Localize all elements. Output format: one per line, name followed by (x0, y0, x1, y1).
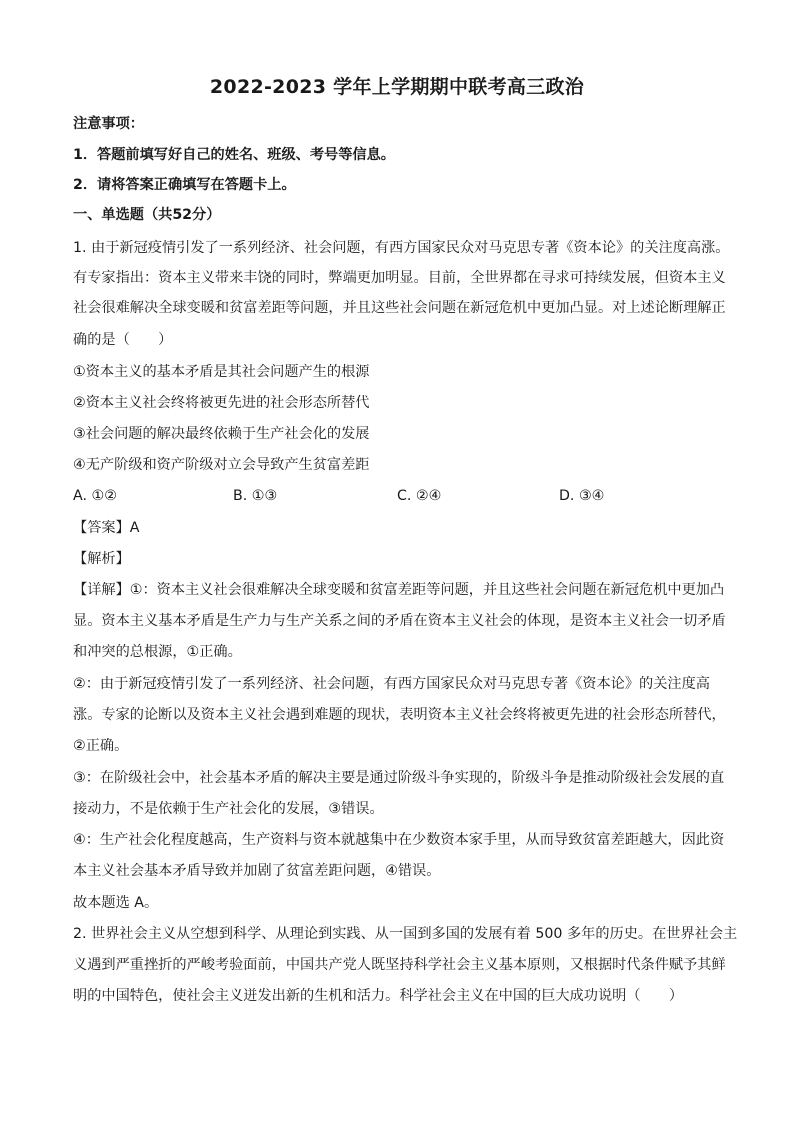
q1-stem-line-1: 1. 由于新冠疫情引发了一系列经济、社会问题，有西方国家民众对马克思专著《资本论》的关注度高涨。 (73, 240, 730, 256)
q1-explanation-line-9: ④：生产社会化程度越高，生产资料与资本就越集中在少数资本家手里，从而导致贫富差距越大，因此资 (73, 832, 725, 848)
notice-item-2: 2．请将答案正确填写在答题卡上。 (73, 177, 296, 193)
q1-option-d: D. ③④ (559, 488, 605, 504)
q1-option-a: A. ①② (73, 488, 117, 504)
q1-answer (73, 518, 721, 538)
q1-explanation-line-10: 本主义社会基本矛盾导致并加剧了贫富差距问题，④错误。 (73, 863, 441, 879)
q1-explanation-line-7: ③：在阶级社会中，社会基本矛盾的解决主要是通过阶级斗争实现的，阶级斗争是推动阶级社会发展的直 (73, 770, 725, 786)
q1-conclusion: 故本题选 A。 (73, 895, 159, 911)
notice-heading: 注意事项： (73, 116, 144, 132)
q1-statement-4: ④无产阶级和资产阶级对立会导致产生贫富差距 (73, 457, 370, 473)
q1-explanation-line-5: 涨。专家的论断以及资本主义社会遇到难题的现状，表明资本主义社会终将被更先进的社会形态所替代， (73, 707, 726, 723)
q1-stem-line-2: 有专家指出：资本主义带来丰饶的同时，弊端更加明显。目前，全世界都在寻求可持续发展，但资本主义 (73, 270, 726, 286)
notice-item-1: 1．答题前填写好自己的姓名、班级、考号等信息。 (73, 147, 395, 163)
q1-explanation-line-3: 和冲突的总根源，①正确。 (73, 644, 242, 660)
q1-statement-3: ③社会问题的解决最终依赖于生产社会化的发展 (73, 426, 370, 442)
q1-explanation-line-6: ②正确。 (73, 738, 129, 754)
q1-analysis-label: 【解析】 (73, 551, 130, 567)
q1-explanation-line-2: 显。资本主义基本矛盾是生产力与生产关系之间的矛盾在资本主义社会的体现，是资本主义社会一切矛盾 (73, 613, 726, 629)
q1-statement-1: ①资本主义的基本矛盾是其社会问题产生的根源 (73, 364, 370, 380)
q2-stem-line-3: 明的中国特色，使社会主义迸发出新的生机和活力。科学社会主义在中国的巨大成功说明（ ） (73, 988, 684, 1004)
q1-option-c: C. ②④ (397, 488, 442, 504)
q1-option-b: B. ①③ (233, 488, 278, 504)
explanation-text: ①：资本主义社会很难解决全球变暖和贫富差距等问题，并且这些社会问题在新冠危机中更加凸 (129, 582, 725, 598)
page-title: 2022-2023 学年上学期期中联考高三政治 (209, 76, 585, 98)
q1-explanation-line-8: 接动力，不是依赖于生产社会化的发展，③错误。 (73, 801, 384, 817)
q1-explanation-line-4: ②：由于新冠疫情引发了一系列经济、社会问题，有西方国家民众对马克思专著《资本论》的关注度高 (73, 676, 710, 692)
detail-label: 【详解】 (73, 582, 130, 598)
q1-stem-line-3: 社会很难解决全球变暖和贫富差距等问题，并且这些社会问题在新冠危机中更加凸显。对上述论断理解正 (73, 300, 726, 316)
q1-explanation-line-1 (73, 580, 725, 600)
answer-value: A (129, 520, 140, 536)
q1-stem-line-4: 确的是（ ） (73, 332, 173, 348)
q2-stem-line-2: 义遇到严重挫折的严峻考验面前，中国共产党人既坚持科学社会主义基本原则，又根据时代条件赋予其鲜 (73, 957, 726, 973)
q1-statement-2: ②资本主义社会终将被更先进的社会形态所替代 (73, 395, 370, 411)
answer-label: 【答案】 (73, 520, 130, 536)
q2-stem-line-1: 2. 世界社会主义从空想到科学、从理论到实践、从一国到多国的发展有着 500 多年的历史。在世界社会主 (73, 926, 738, 942)
section-heading: 一、单选题（共52分） (73, 207, 221, 223)
